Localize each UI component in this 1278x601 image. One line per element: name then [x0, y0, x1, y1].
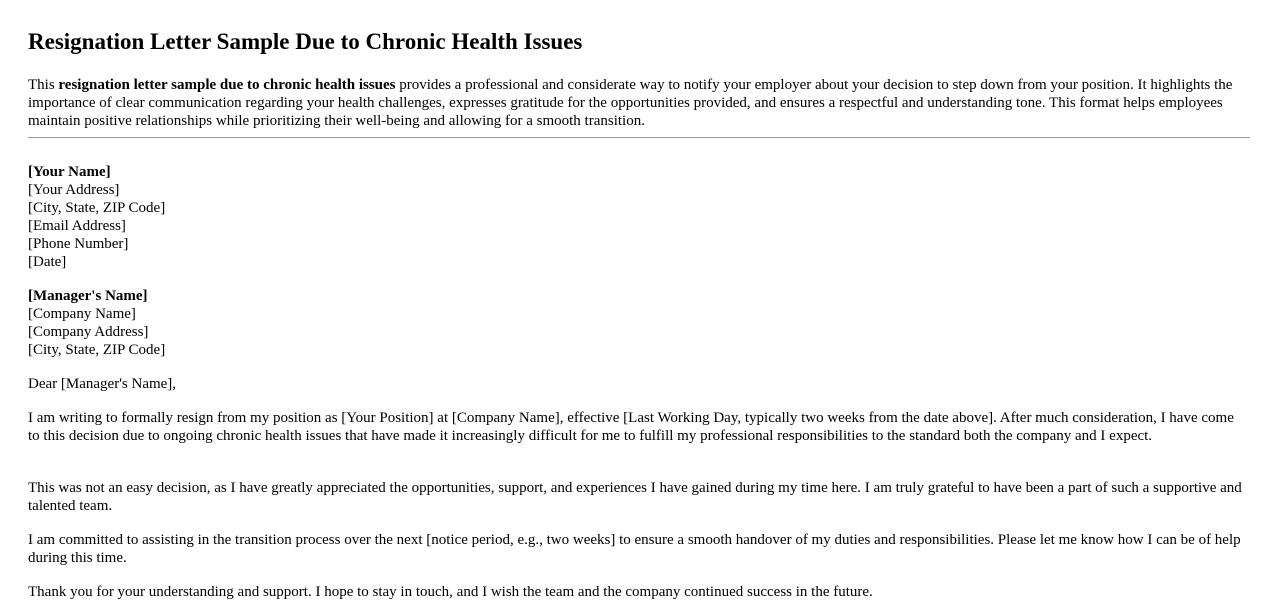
recipient-company: [Company Name] — [28, 306, 136, 322]
sender-block — [28, 163, 1250, 271]
sender-phone: [Phone Number] — [28, 236, 129, 252]
divider — [28, 137, 1250, 138]
body-paragraph-3: I am committed to assisting in the transition process over the next [notice period, e.g., two weeks] to ensure a smooth handover of my duties and responsibilities. Please let me know how I can be of help during this time. — [28, 532, 1241, 566]
intro-paragraph — [28, 76, 1250, 130]
salutation: Dear [Manager's Name], — [28, 376, 177, 392]
intro-after: provides a professional and considerate way to notify your employer about your decision to step down from your position. It highlights the importance of clear communication regarding your health challenges, expresses gratitude for the opportunities provided, and ensures a respectful and understanding tone. This format helps employees maintain positive relationships while prioritizing their well-being and allowing for a smooth transition. — [28, 77, 1233, 129]
body-paragraph-2: This was not an easy decision, as I have greatly appreciated the opportunities, support, and experiences I have gained during my time here. I am truly grateful to have been a part of such a supportive and talented team. — [28, 480, 1242, 514]
sender-date: [Date] — [28, 254, 67, 270]
recipient-address: [Company Address] — [28, 324, 149, 340]
recipient-block — [28, 287, 1250, 359]
body-paragraph-1: I am writing to formally resign from my position as [Your Position] at [Company Name], effective [Last Working Day, typically two weeks from the date above]. After much consideration, I have come to this decision due to ongoing chronic health issues that have made it increasingly difficult for me to fulfill my professional responsibilities to the standard both the company and I expect. — [28, 410, 1234, 444]
sender-email: [Email Address] — [28, 218, 126, 234]
sender-name: [Your Name] — [28, 164, 111, 180]
intro-bold: resignation letter sample due to chronic health issues — [58, 77, 396, 93]
intro-before: This — [28, 77, 59, 93]
recipient-city: [City, State, ZIP Code] — [28, 342, 166, 358]
sender-city: [City, State, ZIP Code] — [28, 200, 166, 216]
body-paragraph-4: Thank you for your understanding and support. I hope to stay in touch, and I wish the team and the company continued success in the future. — [28, 584, 873, 600]
sender-address: [Your Address] — [28, 182, 120, 198]
page-title: Resignation Letter Sample Due to Chronic Health Issues — [28, 29, 583, 54]
recipient-name: [Manager's Name] — [28, 288, 148, 304]
